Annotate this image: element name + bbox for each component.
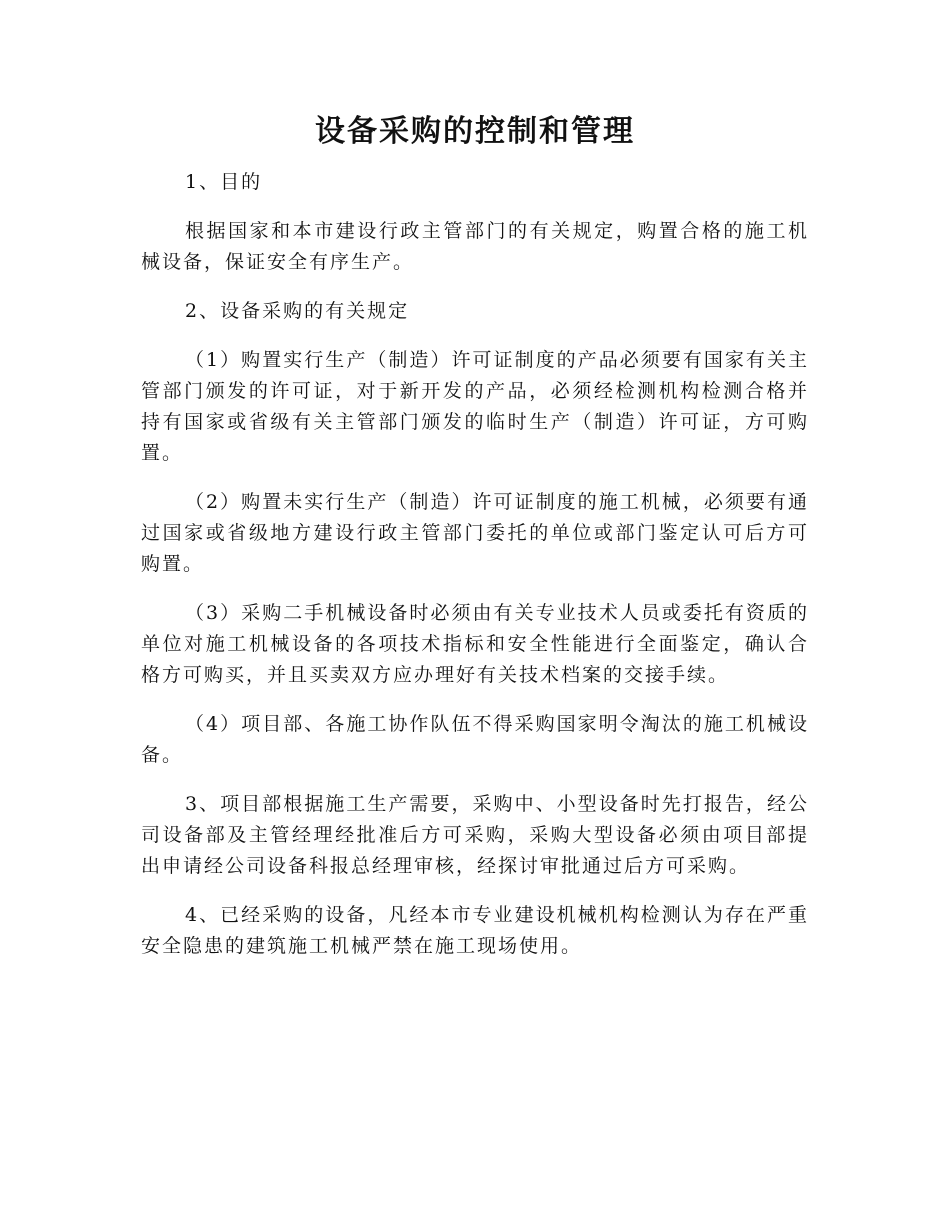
paragraph-regulation-2: （2）购置未实行生产（制造）许可证制度的施工机械，必须要有通过国家或省级地方建设行政主管部门委托的单位或部门鉴定认可后方可购置。 [141,491,809,575]
paragraph-regulation-1: （1）购置实行生产（制造）许可证制度的产品必须要有国家有关主管部门颁发的许可证，对于新开发的产品，必须经检测机构检测合格并持有国家或省级有关主管部门颁发的临时生产（制造）许可证，方可购置。 [141,349,809,464]
paragraph-regulation-4: （4）项目部、各施工协作队伍不得采购国家明令淘汰的施工机械设备。 [141,713,809,766]
document-title: 设备采购的控制和管理 [315,114,635,149]
paragraph-section-4: 4、已经采购的设备，凡经本市专业建设机械机构检测认为存在严重安全隐患的建筑施工机械严禁在施工现场使用。 [141,904,809,957]
document-body [141,167,809,980]
section-heading-regulations: 2、设备采购的有关规定 [185,300,410,322]
paragraph-regulation-3: （3）采购二手机械设备时必须由有关专业技术人员或委托有资质的单位对施工机械设备的各项技术指标和安全性能进行全面鉴定，确认合格方可购买，并且买卖双方应办理好有关技术档案的交接手续。 [141,602,809,686]
section-heading-purpose: 1、目的 [185,171,263,193]
paragraph-section-3: 3、项目部根据施工生产需要，采购中、小型设备时先打报告，经公司设备部及主管经理经批准后方可采购，采购大型设备必须由项目部提出申请经公司设备科报总经理审核，经探讨审批通过后方可采购。 [141,793,809,877]
paragraph-purpose: 根据国家和本市建设行政主管部门的有关规定，购置合格的施工机械设备，保证安全有序生产。 [141,220,809,273]
